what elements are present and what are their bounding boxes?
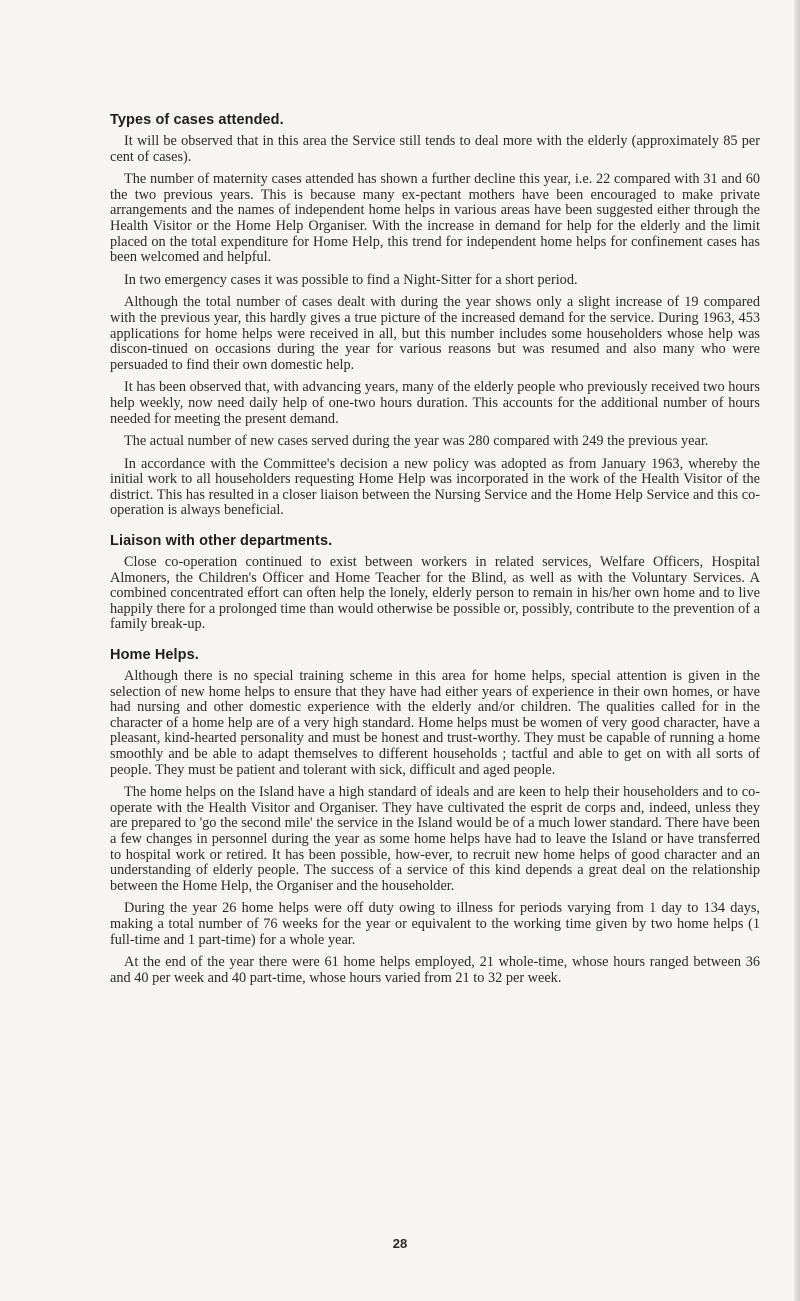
document-body — [110, 112, 760, 993]
paragraph: Close co-operation continued to exist between workers in related services, Welfare Officers, Hospital Almoners, the Children's Officer and Home Teacher for the Blind, as well as with the Voluntary Services. A combined concentrated effort can often help the lonely, elderly person to remain in his/her own home and to live happily there for a prolonged time than would otherwise be possible or, possibly, contribute to the prevention of a family break-up. — [110, 554, 760, 633]
paragraph: It will be observed that in this area the Service still tends to deal more with the elderly (approximately 85 per cent of cases). — [110, 133, 760, 165]
paragraph: In accordance with the Committee's decision a new policy was adopted as from January 1963, whereby the initial work to all householders requesting Home Help was incorporated in the work of the Health Visitor of the district. This has resulted in a closer liaison between the Nursing Service and the Home Help Service and this co-operation is always beneficial. — [110, 455, 760, 519]
paragraph: The actual number of new cases served during the year was 280 compared with 249 the previous year. — [124, 433, 709, 450]
paragraph: The home helps on the Island have a high standard of ideals and are keen to help their householders and to co-operate with the Health Visitor and Organiser. They have cultivated the esprit de corps and, indeed, unless they are prepared to 'go the second mile' the service in the Island would be of a much lower standard. There have been a few changes in personnel during the year as some home helps have had to leave the Island or have transferred to hospital work or retired. It has been possible, how-ever, to recruit new home helps of good character and an understanding of elderly people. The success of a service of this kind depends a great deal on the relationship between the Home Help, the Organiser and the householder. — [110, 784, 760, 894]
heading-liaison: Liaison with other departments. — [110, 533, 333, 550]
heading-types-of-cases: Types of cases attended. — [110, 112, 284, 128]
paragraph: The number of maternity cases attended has shown a further decline this year, i.e. 22 compared with 31 and 60 the two previous years. This is because many ex-pectant mothers have been encouraged to make private arrangements and the names of independent home helps in various areas have been suggested either through the Health Visitor or the Home Help Organiser. With the increase in demand for help for the elderly and the limit placed on the total expenditure for Home Help, this trend for independent home helps for confinement cases has been welcomed and helpful. — [110, 171, 760, 266]
section-home-helps — [110, 647, 760, 986]
page-edge-shadow — [794, 0, 800, 1301]
section-liaison — [110, 533, 760, 633]
paragraph: Although the total number of cases dealt with during the year shows only a slight increase of 19 compared with the previous year, this hardly gives a true picture of the increased demand for the service. During 1963, 453 applications for home helps were received in all, but this number includes some householders whose help was discon-tinued on occasions during the year for various reasons but was resumed and also many who were persuaded to find their own domestic help. — [110, 294, 760, 373]
heading-home-helps: Home Helps. — [110, 647, 199, 664]
page-number: 28 — [392, 1236, 408, 1251]
paragraph: At the end of the year there were 61 home helps employed, 21 whole-time, whose hours ranged between 36 and 40 per week and 40 part-time, whose hours varied from 21 to 32 per week. — [110, 954, 760, 986]
paragraph: Although there is no special training scheme in this area for home helps, special attention is given in the selection of new home helps to ensure that they have had either years of experience in their own homes, or have had nursing and other domestic experience with the elderly and/or children. The qualities called for in the character of a home help are of a very high standard. Home helps must be women of very good character, have a pleasant, kind-hearted personality and must be honest and trust-worthy. They must be capable of running a home smoothly and be able to adapt themselves to different households ; tactful and able to get on with all sorts of people. They must be patient and tolerant with sick, difficult and aged people. — [110, 668, 760, 778]
paragraph: In two emergency cases it was possible to find a Night-Sitter for a short period. — [124, 271, 578, 288]
section-types-of-cases — [110, 112, 760, 519]
paragraph: During the year 26 home helps were off duty owing to illness for periods varying from 1 day to 134 days, making a total number of 76 weeks for the year or equivalent to the working time given by two home helps (1 full-time and 1 part-time) for a whole year. — [110, 900, 760, 948]
paragraph: It has been observed that, with advancing years, many of the elderly people who previously received two hours help weekly, now need daily help of one-two hours duration. This accounts for the additional number of hours needed for meeting the present demand. — [110, 379, 760, 427]
